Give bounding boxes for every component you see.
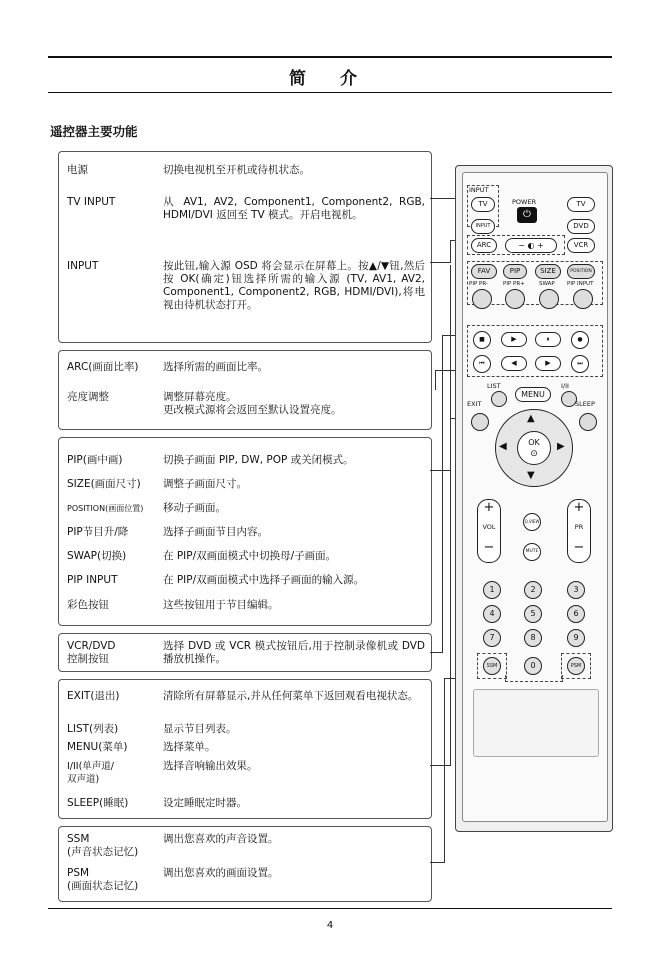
item-desc: 这些按钮用于节目编辑。	[163, 599, 279, 611]
fast-forward-button[interactable]: ▶	[535, 356, 561, 371]
ssm-button[interactable]: SSM	[483, 657, 501, 675]
item-desc: 调出您喜欢的声音设置。	[163, 833, 279, 845]
play-button[interactable]: ▶	[501, 332, 527, 347]
remote-face	[462, 172, 608, 822]
exit-label: EXIT	[467, 400, 482, 408]
pip-input-label: PIP INPUT	[567, 281, 594, 287]
item-desc: 显示节目列表。	[163, 723, 237, 735]
ok-dot-icon: ⊙	[530, 449, 538, 459]
number-0-button[interactable]: 0	[524, 657, 542, 675]
item-desc: 调出您喜欢的画面设置。	[163, 867, 279, 879]
pip-input-button[interactable]	[573, 289, 593, 309]
arc-button[interactable]: ARC	[471, 238, 497, 253]
volume-plus-icon: +	[483, 500, 495, 515]
item-label: SSM (声音状态记忆)	[67, 833, 139, 858]
list-button[interactable]	[491, 391, 507, 407]
connector-line	[430, 470, 450, 471]
number-6-button[interactable]: 6	[567, 605, 585, 623]
bottom-rule	[48, 908, 612, 909]
number-5-button[interactable]: 5	[524, 605, 542, 623]
remote-control	[455, 165, 613, 832]
connector-line	[430, 765, 450, 766]
number-8-button[interactable]: 8	[524, 629, 542, 647]
swap-label: SWAP	[539, 281, 555, 287]
pip-pr-minus-button[interactable]	[472, 289, 492, 309]
item-desc: 选择 DVD 或 VCR 模式按钮后,用于控制录像机或 DVD 播放机操作。	[163, 640, 425, 665]
number-2-button[interactable]: 2	[524, 581, 542, 599]
pip-pr-plus-label: PIP PR+	[503, 281, 525, 287]
brightness-control[interactable]: − ◐ +	[505, 238, 557, 253]
swap-button[interactable]	[539, 289, 559, 309]
volume-label: VOL	[482, 523, 496, 531]
ok-button[interactable]	[517, 431, 551, 465]
program-plus-icon: +	[573, 500, 585, 515]
number-9-button[interactable]: 9	[567, 629, 585, 647]
pip-pr-plus-button[interactable]	[505, 289, 525, 309]
item-label: I/II(单声道/ 双声道)	[67, 761, 115, 785]
tv-button[interactable]: TV	[471, 197, 495, 212]
group-arc-brightness	[58, 350, 432, 430]
item-desc: 选择所需的画面比率。	[163, 361, 268, 373]
item-desc: 移动子画面。	[163, 502, 226, 514]
program-minus-icon: −	[573, 540, 585, 555]
left-arrow-button[interactable]: ◀	[499, 441, 507, 452]
pause-button[interactable]: ⏸	[535, 332, 561, 347]
remote-bottom-panel	[473, 689, 599, 757]
right-arrow-button[interactable]: ▶	[557, 441, 565, 452]
number-1-button[interactable]: 1	[483, 581, 501, 599]
item-desc: 调整屏幕亮度。 更改模式源将会返回至默认设置亮度。	[163, 391, 342, 416]
item-label: PSM (画面状态记忆)	[67, 867, 139, 892]
group-ssm-psm	[58, 826, 432, 902]
connector-line	[430, 262, 450, 263]
item-desc: 清除所有屏幕显示,并从任何菜单下返回观看电视状态。	[163, 690, 419, 702]
program-label: PR	[574, 523, 584, 531]
item-label: TV INPUT	[67, 196, 116, 208]
item-desc: 设定睡眠定时器。	[163, 797, 247, 809]
skip-forward-button[interactable]: ⏭	[571, 355, 589, 373]
vcr-button[interactable]: VCR	[567, 238, 595, 253]
exit-button[interactable]	[471, 413, 489, 431]
program-rocker[interactable]	[567, 499, 591, 563]
item-label: SIZE(画面尺寸)	[67, 478, 141, 490]
connector-line	[450, 240, 451, 263]
group-power-input	[58, 151, 432, 343]
item-desc: 切换子画面 PIP, DW, POP 或关闭模式。	[163, 454, 354, 466]
number-3-button[interactable]: 3	[567, 581, 585, 599]
item-label: VCR/DVD 控制按钮	[67, 640, 116, 665]
item-label: PIP节目升/降	[67, 526, 129, 538]
item-label: LIST(列表)	[67, 723, 119, 735]
item-desc: 选择菜单。	[163, 741, 216, 753]
number-4-button[interactable]: 4	[483, 605, 501, 623]
item-desc: 调整子画面尺寸。	[163, 478, 247, 490]
item-label: 电源	[67, 164, 88, 176]
dvd-button[interactable]: DVD	[567, 219, 595, 234]
item-label: 亮度调整	[67, 391, 109, 403]
group-vcr-dvd	[58, 633, 432, 672]
i-ii-label: I/II	[561, 382, 569, 390]
power-label: POWER	[512, 198, 537, 206]
item-desc: 按此钮,输入源 OSD 将会显示在屏幕上。按▲/▼钮,然后按 OK(确定)钮选择所需的输入源 (TV, AV1, AV2, Component1, Component2, RGB, HDMI/DVI),将电视由待机状态打开。	[163, 260, 425, 311]
group-pip	[58, 437, 432, 626]
size-button[interactable]: SIZE	[535, 264, 561, 279]
list-label: LIST	[487, 382, 501, 390]
volume-rocker[interactable]	[477, 499, 501, 563]
number-7-button[interactable]: 7	[483, 629, 501, 647]
fav-button[interactable]: FAV	[471, 264, 497, 279]
item-label: ARC(画面比率)	[67, 361, 139, 373]
qview-button[interactable]: Q.VIEW	[523, 513, 541, 531]
item-label: PIP(画中画)	[67, 454, 123, 466]
item-label: PIP INPUT	[67, 574, 118, 586]
item-desc: 在 PIP/双画面模式中切换母/子画面。	[163, 550, 337, 562]
tv-mode-button[interactable]: TV	[567, 197, 595, 212]
page-number: 4	[326, 920, 334, 931]
item-desc: 在 PIP/双画面模式中选择子画面的输入源。	[163, 574, 365, 586]
page-title: 简 介	[289, 69, 371, 89]
item-desc: 从 AV1, AV2, Component1, Component2, RGB, HDMI/DVI 返回至 TV 模式。开启电视机。	[163, 196, 425, 221]
sleep-label: SLEEP	[575, 400, 595, 408]
ok-label: OK	[528, 438, 540, 447]
down-arrow-button[interactable]: ▼	[527, 470, 535, 481]
connector-line	[444, 678, 445, 863]
psm-button[interactable]: PSM	[567, 657, 585, 675]
item-label: 彩色按钮	[67, 599, 109, 611]
up-arrow-button[interactable]: ▲	[527, 413, 535, 424]
stop-button[interactable]: ■	[473, 331, 491, 349]
ssm-psm-connector-outline	[505, 675, 563, 682]
connector-line	[450, 418, 451, 766]
rewind-button[interactable]: ◀	[501, 356, 527, 371]
sleep-button[interactable]	[579, 413, 597, 431]
item-label: INPUT	[67, 260, 99, 272]
item-label: MENU(菜单)	[67, 741, 128, 753]
group-menu-keys	[58, 679, 432, 819]
skip-back-button[interactable]: ⏮	[473, 355, 491, 373]
item-label: SWAP(切换)	[67, 550, 127, 562]
input-label: INPUT	[469, 186, 489, 194]
record-button[interactable]: ●	[571, 331, 589, 349]
item-label: SLEEP(睡眠)	[67, 797, 129, 809]
position-button[interactable]: POSITION	[567, 264, 595, 279]
connector-line	[435, 370, 436, 390]
input-button[interactable]: INPUT	[471, 219, 495, 234]
top-rule	[48, 56, 612, 58]
item-desc: 选择子画面节目内容。	[163, 526, 268, 538]
pip-button[interactable]: PIP	[503, 264, 527, 279]
volume-minus-icon: −	[483, 540, 495, 555]
item-desc: 切换电视机至开机或待机状态。	[163, 164, 310, 176]
item-desc: 选择音响输出效果。	[163, 760, 258, 772]
connector-line	[430, 862, 444, 863]
connector-line	[430, 652, 442, 653]
connector-line	[442, 335, 443, 653]
menu-button[interactable]: MENU	[515, 387, 551, 402]
power-button[interactable]: ⏻	[517, 207, 537, 223]
mute-button[interactable]: MUTE	[523, 543, 541, 561]
section-heading: 遥控器主要功能	[50, 124, 138, 139]
item-label: EXIT(退出)	[67, 690, 120, 702]
title-rule	[48, 92, 612, 93]
item-label: POSITION(画面位置)	[67, 504, 144, 513]
pip-pr-minus-label: PIP PR-	[469, 281, 488, 287]
